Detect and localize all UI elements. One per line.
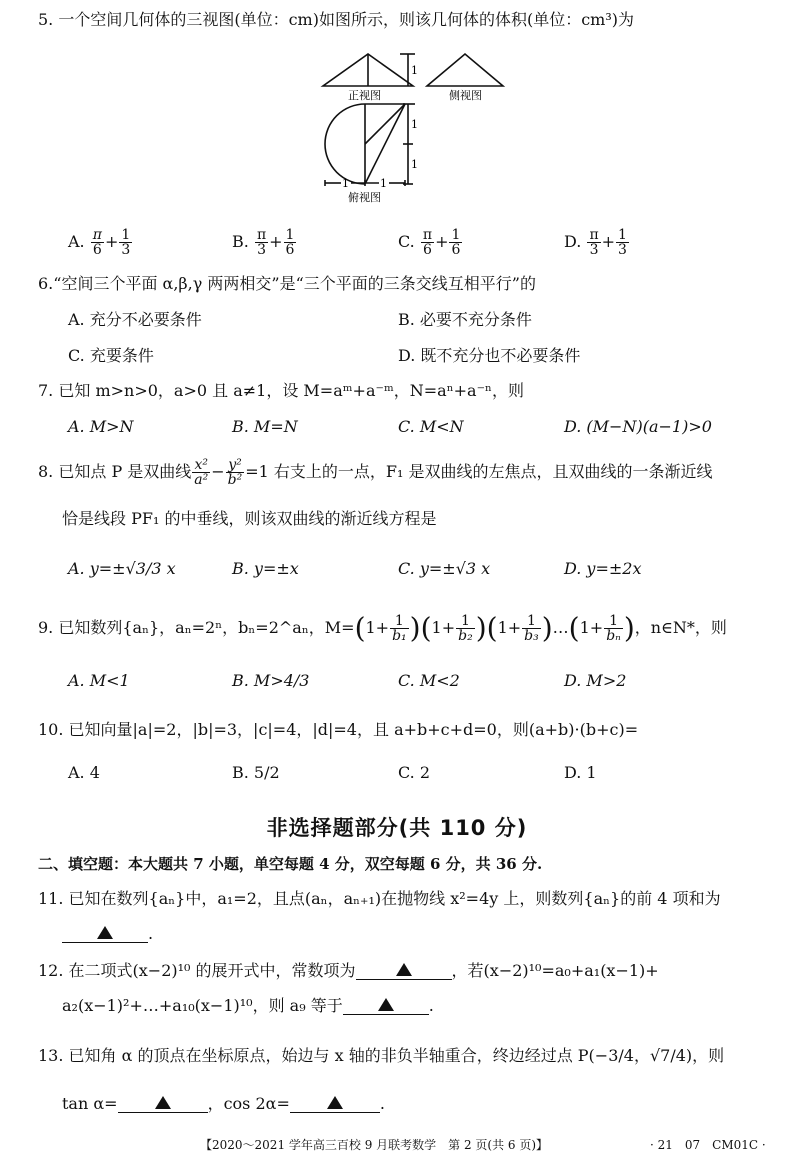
top-width-label-2: 1 [380,177,387,190]
top-height-label-2: 1 [411,158,418,171]
q8-option-d[interactable]: D. y=±2x [564,559,642,578]
q12-stem-line2: a₂(x−1)²+…+a₁₀(x−1)¹⁰，则 a₉ 等于 . [62,996,434,1015]
side-view-triangle [427,54,503,86]
q10-option-b[interactable]: B. 5/2 [232,763,280,782]
q5-stem: 5. 一个空间几何体的三视图(单位：cm)如图所示，则该几何体的体积(单位：cm³)为 [38,10,635,29]
q10-option-d[interactable]: D. 1 [564,763,597,782]
q13-answer-blank-cos[interactable] [290,1094,380,1113]
q10-stem: 10. 已知向量|a|=2，|b|=3，|c|=4，|d|=4，且 a+b+c+d=0，则(a+b)·(b+c)= [38,720,639,739]
section-heading: 二、填空题：本大题共 7 小题，单空每题 4 分，双空每题 6 分，共 36 分. [38,855,543,873]
side-view [427,54,503,86]
triangle-icon [396,963,412,976]
q8-option-c[interactable]: C. y=±√3 x [398,559,491,578]
footer-page-info: 【2020～2021 学年高三百校 9 月联考数学 第 2 页(共 6 页)】 [200,1138,549,1152]
triangle-icon [97,926,113,939]
q8-stem: 8. 已知点 P 是双曲线 $\frac{\text{x²}}{\text{a²}}$ − $\frac{\text{y²}}{\text{b²}}$ =1 右支上的一点，F₁ 是双曲线的左焦点，且双曲线的一条渐近线 [38,457,713,488]
q7-option-c[interactable]: C. M<N [398,417,464,436]
q11-answer-line: . [62,924,153,944]
front-height-label: 1 [411,64,418,77]
q7-stem: 7. 已知 m>n>0，a>0 且 a≠1，设 M=aᵐ+a⁻ᵐ，N=aⁿ+a⁻ⁿ，则 [38,381,524,400]
top-height-label-1: 1 [411,118,418,131]
triangle-icon [378,998,394,1011]
top-view [325,104,415,186]
q12-stem: 12. 在二项式(x−2)¹⁰ 的展开式中，常数项为 ，若(x−2)¹⁰=a₀+a₁(x−1)+ [38,961,659,980]
top-width-label-1: 1 [342,177,349,190]
q8-stem-line2: 恰是线段 PF₁ 的中垂线，则该双曲线的渐近线方程是 [62,509,437,528]
q10-option-c[interactable]: C. 2 [398,763,431,782]
q11-answer-blank[interactable] [62,924,148,943]
q13-stem: 13. 已知角 α 的顶点在坐标原点，始边与 x 轴的非负半轴重合，终边经过点 P(−3/4，√7/4)，则 [38,1046,725,1065]
top-view-label: 俯视图 [348,191,381,204]
q6-option-d[interactable]: D. 既不充分也不必要条件 [398,346,581,365]
q13-answer-line: tan α= ，cos 2α= . [62,1094,385,1113]
q9-option-c[interactable]: C. M<2 [398,671,460,690]
q8-option-a[interactable]: A. y=±√3/3 x [68,559,176,578]
q7-option-d[interactable]: D. (M−N)(a−1)>0 [564,417,712,436]
q11-stem: 11. 已知在数列{aₙ}中，a₁=2，且点(aₙ，aₙ₊₁)在抛物线 x²=4y 上，则数列{aₙ}的前 4 项和为 [38,889,721,908]
q9-stem: 9. 已知数列{aₙ}，aₙ=2ⁿ，bₙ=2^aₙ，M=(1+ $\frac{1}{\text{b₁}}$ )(1+ $\frac{1}{\text{b₂}}$ )(1+ $\frac{1}{\text{b₃}}$ )…(1+ $\frac{1}{\text{bₙ}}$ )，n∈N*，则 [38,611,727,645]
q8-option-b[interactable]: B. y=±x [232,559,299,578]
q5-option-b[interactable]: B. $\frac{\pi}{3}$ + $\frac{1}{6}$ [232,227,295,258]
q5-option-d[interactable]: D. $\frac{\pi}{3}$ + $\frac{1}{3}$ [564,227,627,258]
q7-option-b[interactable]: B. M=N [232,417,298,436]
top-view-semicircle [325,104,365,184]
q12-answer-blank-2[interactable] [343,996,429,1015]
q7-option-a[interactable]: A. M>N [68,417,134,436]
q9-option-d[interactable]: D. M>2 [564,671,627,690]
q6-option-b[interactable]: B. 必要不充分条件 [398,310,532,329]
q9-option-b[interactable]: B. M>4/3 [232,671,310,690]
footer-code: · 21 07 CM01C · [650,1138,766,1152]
side-view-label: 侧视图 [449,89,482,102]
q12-answer-blank-1[interactable] [356,961,452,980]
q5-option-c[interactable]: C. $\frac{\pi}{6}$ + $\frac{1}{6}$ [398,227,461,258]
q13-answer-blank-tan[interactable] [118,1094,208,1113]
q10-option-a[interactable]: A. 4 [68,763,100,782]
q6-option-a[interactable]: A. 充分不必要条件 [68,310,202,329]
front-view-label: 正视图 [348,89,381,102]
triangle-icon [327,1096,343,1109]
q6-option-c[interactable]: C. 充要条件 [68,346,154,365]
q5-option-a[interactable]: A. $\frac{\pi}{6}$ + $\frac{1}{3}$ [68,227,131,258]
section-title: 非选择题部分(共 110 分) [266,816,528,840]
q6-stem: 6.“空间三个平面 α,β,γ 两两相交”是“三个平面的三条交线互相平行”的 [38,274,536,293]
three-view-figure [315,44,515,204]
front-view [323,54,415,86]
q9-option-a[interactable]: A. M<1 [68,671,130,690]
triangle-icon [155,1096,171,1109]
